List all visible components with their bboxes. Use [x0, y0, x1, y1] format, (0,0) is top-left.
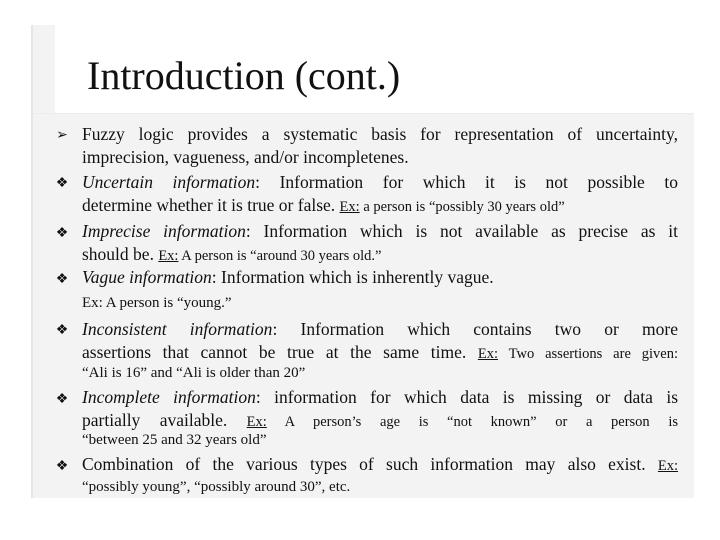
example-text: A person’s age is “not known” or a person is — [266, 414, 679, 430]
item-text: Fuzzy logic provides a systematic basis for representation of uncertainty, — [82, 124, 678, 144]
definition: : Information which is inherently vague. — [211, 267, 494, 287]
diamond-bullet-icon: ❖ — [55, 272, 69, 287]
term: Imprecise information — [82, 221, 246, 241]
title-accent-bar — [31, 25, 55, 113]
bullet-item-uncertain — [82, 171, 678, 219]
definition: : Information for which it is not possible to — [255, 172, 678, 192]
example-text: Ex: A person is “young.” — [82, 295, 232, 311]
definition: assertions that cannot be true at the same time. — [82, 342, 467, 362]
slide-title: Introduction (cont.) — [87, 53, 401, 98]
example-label: Ex: — [477, 346, 499, 362]
bullet-item-imprecise — [82, 220, 678, 268]
diamond-bullet-icon: ❖ — [55, 323, 69, 338]
example-label: Ex: — [657, 458, 679, 474]
diamond-bullet-icon: ❖ — [55, 392, 69, 407]
definition: : Information which contains two or more — [272, 319, 679, 339]
item-text: Combination of the various types of such information may also exist. — [82, 454, 646, 474]
term: Vague information — [82, 267, 212, 287]
example-label: Ex: — [158, 248, 179, 264]
definition: determine whether it is true or false. — [82, 195, 336, 215]
arrow-bullet-icon: ➢ — [56, 128, 68, 143]
example-text: Two assertions are given: — [498, 346, 679, 362]
diamond-bullet-icon: ❖ — [55, 226, 69, 241]
example-label: Ex: — [339, 199, 360, 215]
diamond-bullet-icon: ❖ — [55, 459, 69, 474]
example-text: “between 25 and 32 years old” — [82, 432, 267, 448]
term: Inconsistent information — [82, 319, 273, 339]
bullet-item-inconsistent — [82, 318, 678, 366]
bullet-item-vague — [82, 266, 678, 289]
example-text: a person is “possibly 30 years old” — [359, 199, 565, 215]
term: Uncertain information — [82, 172, 256, 192]
example-text: “Ali is 16” and “Ali is older than 20” — [82, 365, 306, 381]
term: Incomplete information — [82, 387, 256, 407]
diamond-bullet-icon: ❖ — [55, 176, 69, 191]
bullet-item-fuzzy-logic — [82, 123, 678, 169]
bullet-item-combination — [82, 453, 678, 478]
example-label: Ex: — [246, 414, 267, 430]
example-text: “possibly young”, “possibly around 30”, etc. — [82, 479, 351, 495]
example-text: A person is “around 30 years old.” — [178, 248, 382, 264]
bullet-item-incomplete — [82, 386, 678, 434]
definition: should be. — [82, 244, 154, 264]
definition: partially available. — [82, 410, 228, 430]
item-text: imprecision, vagueness, and/or incompletenes. — [82, 147, 409, 167]
definition: : information for which data is missing or data is — [255, 387, 679, 407]
definition: : Information which is not available as precise as it — [245, 221, 679, 241]
